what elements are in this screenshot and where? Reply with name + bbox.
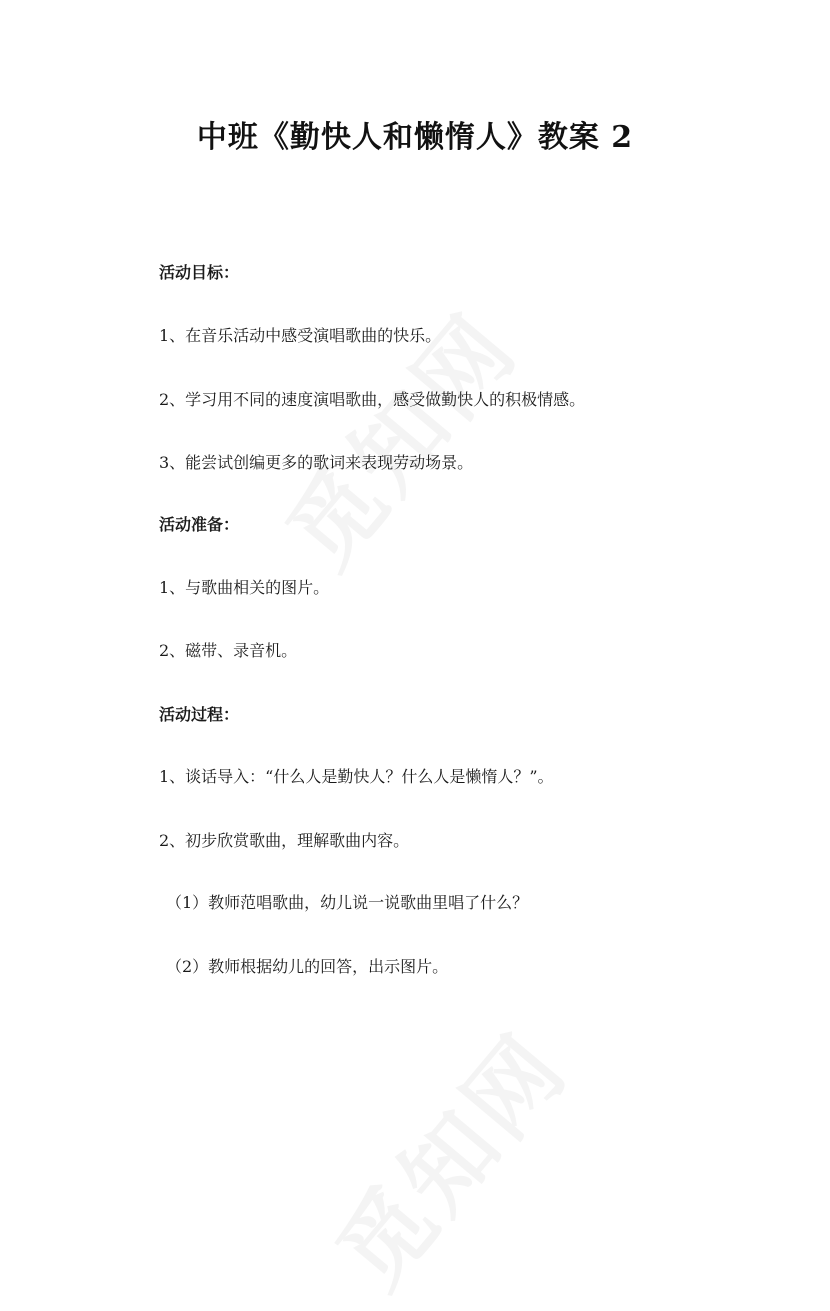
section-heading-preparation: 活动准备：: [159, 515, 240, 534]
goal-item-3: 3、能尝试创编更多的歌词来表现劳动场景。: [159, 453, 474, 472]
process-item-2: 2、初步欣赏歌曲，理解歌曲内容。: [159, 831, 410, 850]
process-subitem-2: （2）教师根据幼儿的回答，出示图片。: [166, 957, 449, 976]
process-item-1: 1、谈话导入：“什么人是勤快人？什么人是懒惰人？”。: [159, 767, 554, 786]
preparation-item-2: 2、磁带、录音机。: [159, 641, 298, 660]
goal-item-1: 1、在音乐活动中感受演唱歌曲的快乐。: [159, 326, 442, 345]
preparation-item-1: 1、与歌曲相关的图片。: [159, 578, 330, 597]
goal-item-2: 2、学习用不同的速度演唱歌曲，感受做勤快人的积极情感。: [159, 390, 586, 409]
process-subitem-1: （1）教师范唱歌曲，幼儿说一说歌曲里唱了什么？: [166, 893, 529, 912]
section-heading-goals: 活动目标：: [159, 263, 240, 282]
page-title: 中班《勤快人和懒惰人》教案 2: [196, 120, 634, 155]
watermark: [302, 1001, 592, 1311]
section-heading-process: 活动过程：: [159, 705, 240, 724]
